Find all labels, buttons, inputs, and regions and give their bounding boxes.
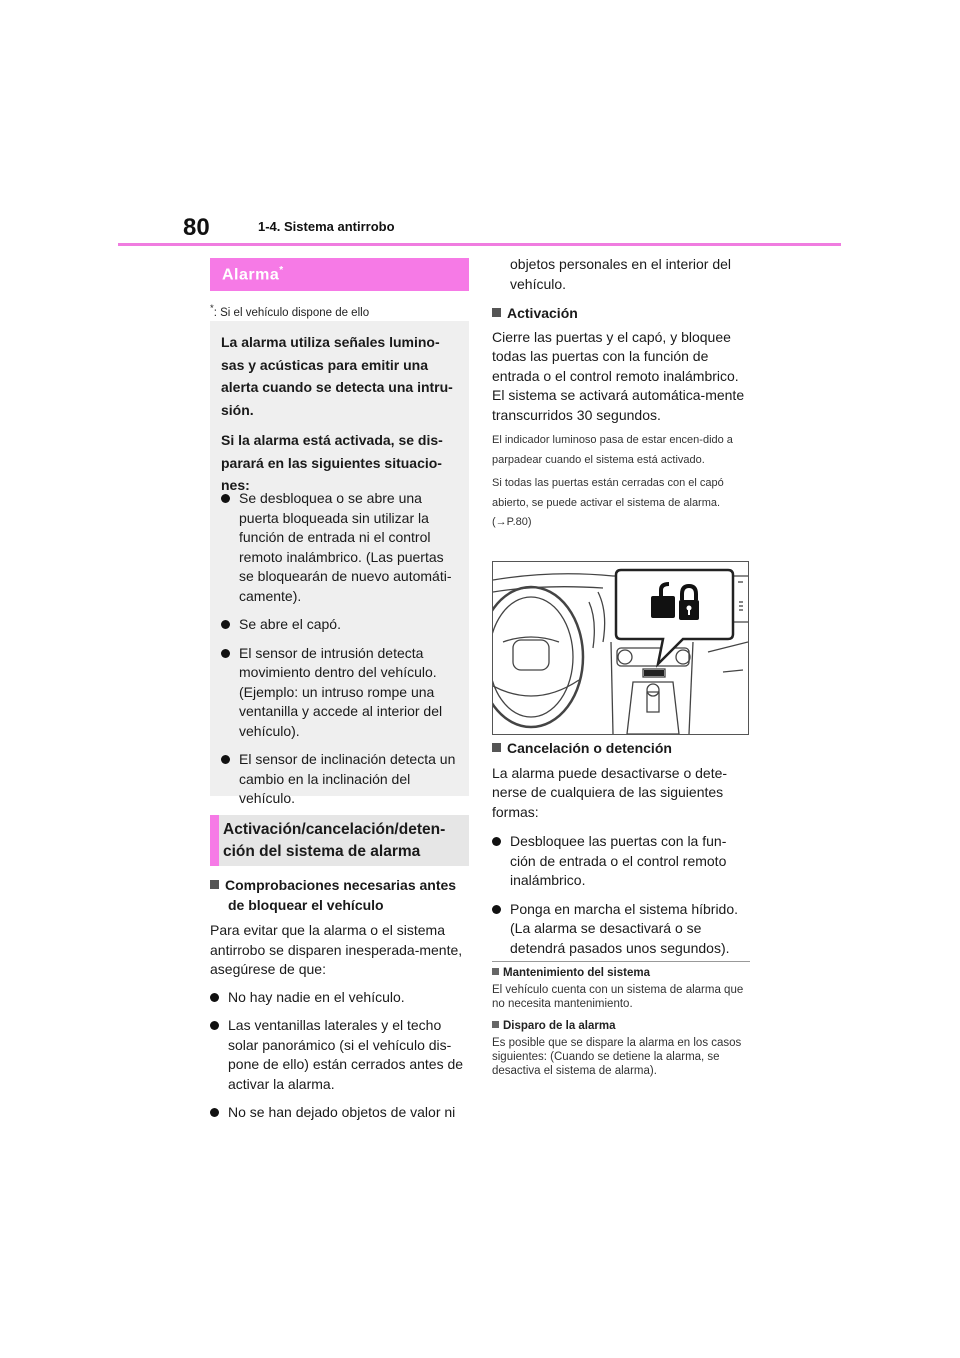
note-heading: Mantenimiento del sistema: [492, 966, 750, 981]
square-bullet-icon: [492, 308, 501, 317]
footnote: *: Si el vehículo dispone de ello: [210, 303, 370, 319]
bullet-icon: [221, 649, 230, 658]
list-item: El sensor de inclinación detecta un cambio en la inclinación del vehículo.: [221, 750, 461, 809]
activation-heading: Activación: [492, 304, 750, 324]
section-title: Alarma*: [222, 265, 284, 284]
checks-text: Para evitar que la alarma o el sistema antirrobo se disparen inesperada-mente, asegúrese de que:: [210, 922, 463, 977]
intro-paragraph: La alarma utiliza señales lumino-sas y acústicas para emitir una alerta cuando se detecta una intru-sión.: [221, 334, 453, 418]
activation-note: Si todas las puertas están cerradas con el capó abierto, se puede activar el sistema de alarma. (→P.80): [492, 477, 724, 528]
list-item: Las ventanillas laterales y el techo solar panorámico (si el vehículo dis-pone de ello) están cerrados antes de activar la alarma.: [210, 1016, 469, 1094]
header-rule: [118, 243, 841, 246]
list-item: No hay nadie en el vehículo.: [210, 988, 469, 1008]
square-bullet-icon: [492, 968, 499, 975]
square-bullet-icon: [492, 1021, 499, 1028]
chapter-title: 1-4. Sistema antirrobo: [258, 219, 395, 234]
checks-continued: objetos personales en el interior del vehículo.: [510, 256, 732, 292]
checks-list: [210, 988, 469, 1123]
list-item: Desbloquee las puertas con la fun-ción de entrada o el control remoto inalámbrico.: [492, 832, 750, 891]
bullet-icon: [221, 620, 230, 629]
intro-text: [221, 331, 461, 505]
note-heading: Disparo de la alarma: [492, 1019, 750, 1034]
activation-text: Cierre las puertas y el capó, y bloquee todas las puertas con la función de entrada o el control remoto inalámbrico. El sistema se activará automática-mente transcurridos 30 segundos.: [492, 328, 745, 423]
page-number: 80: [183, 214, 210, 241]
list-item: El sensor de intrusión detecta movimiento dentro del vehículo. (Ejemplo: un intruso rompe una ventanilla y accede al interior del vehículo).: [221, 644, 461, 742]
square-bullet-icon: [210, 880, 219, 889]
section-title-bar: [210, 258, 469, 291]
bullet-icon: [210, 1021, 219, 1030]
list-item: Se desbloquea o se abre una puerta bloqueada sin utilizar la función de entrada ni el control remoto inalámbrico. (Las puertas se bloquearán de nuevo automáti-camente).: [221, 489, 461, 606]
section2-title: Activación/cancelación/deten-ción del sistema de alarma: [223, 821, 446, 860]
bullet-icon: [221, 755, 230, 764]
bullet-icon: [210, 993, 219, 1002]
note-text: Es posible que se dispare la alarma en los casos siguientes: (Cuando se detiene la alarma, se desactiva el sistema de alarma).: [492, 1037, 742, 1077]
intro-box: [210, 321, 469, 806]
cancel-heading: Cancelación o detención: [492, 739, 750, 759]
square-bullet-icon: [492, 743, 501, 752]
intro-paragraph: Si la alarma está activada, se dis-parará en las siguientes situacio-nes:: [221, 432, 443, 493]
checks-block: [210, 876, 469, 1132]
bullet-icon: [221, 494, 230, 503]
list-item: Se abre el capó.: [221, 615, 461, 635]
list-item: Ponga en marcha el sistema híbrido. (La alarma se desactivará o se detendrá pasados unos segundos).: [492, 900, 750, 959]
trigger-list: [221, 489, 461, 818]
activation-note: El indicador luminoso pasa de estar encen-dido a parpadear cuando el sistema está activado.: [492, 434, 733, 466]
list-item: No se han dejado objetos de valor ni: [210, 1103, 469, 1123]
cancel-list: [492, 832, 750, 958]
checks-heading: Comprobaciones necesarias antes de bloquear el vehículo: [210, 876, 469, 915]
bullet-icon: [492, 837, 501, 846]
right-column: [492, 255, 750, 533]
notes-divider: [492, 961, 750, 962]
dashboard-illustration: [493, 562, 748, 734]
title-footnote-mark: *: [279, 265, 284, 276]
bullet-icon: [210, 1108, 219, 1117]
notes-block: [492, 966, 750, 1086]
note-text: El vehículo cuenta con un sistema de alarma que no necesita mantenimiento.: [492, 984, 744, 1010]
bullet-icon: [492, 905, 501, 914]
cancel-block: [492, 739, 750, 967]
dashboard-figure: [492, 561, 749, 735]
cancel-text: La alarma puede desactivarse o dete-nerse de cualquiera de las siguientes formas:: [492, 764, 728, 820]
section2-title-bar: [210, 815, 469, 866]
